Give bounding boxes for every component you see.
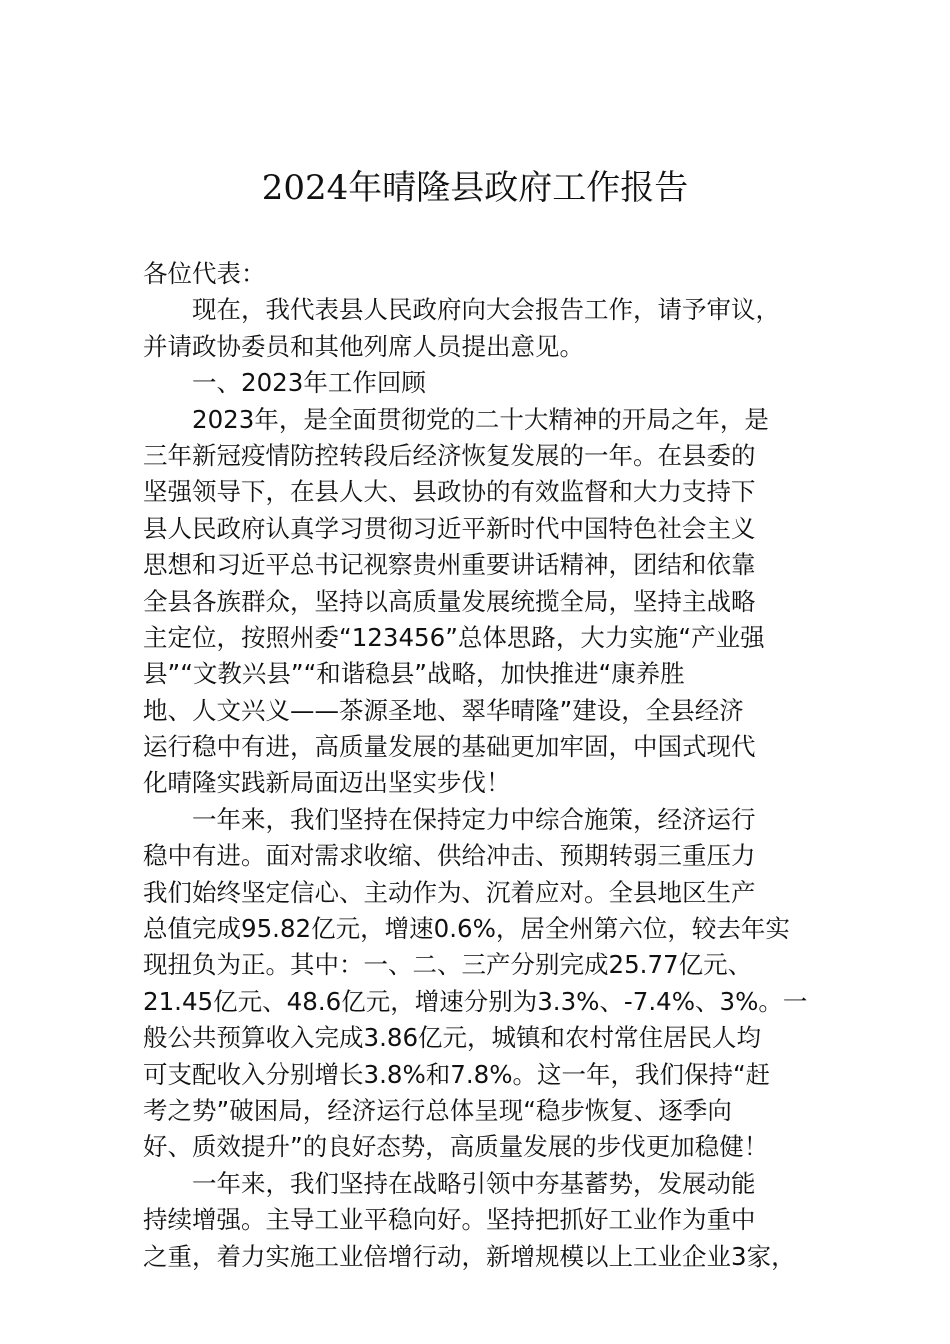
text-line: 之重，着力实施工业倍增行动，新增规模以上工业企业3家， [143, 1241, 796, 1271]
text-line: 各位代表： [143, 259, 266, 288]
text-line: 考之势”破困局，经济运行总体呈现“稳步恢复、逐季向 [143, 1095, 732, 1125]
text-line: 思想和习近平总书记视察贵州重要讲话精神，团结和依靠 [143, 550, 756, 580]
text-line: 21.45亿元、48.6亿元，增速分别为3.3%、-7.4%、3%。一 [143, 986, 808, 1016]
text-line: 一、2023年工作回顾 [192, 368, 426, 398]
text-line: 地、人文兴义——茶源圣地、翠华晴隆”建设，全县经济 [143, 695, 744, 725]
document-body [143, 256, 833, 1275]
text-line: 我们始终坚定信心、主动作为、沉着应对。全县地区生产 [143, 877, 756, 907]
document-title: 2024年晴隆县政府工作报告 [261, 168, 689, 208]
text-line: 运行稳中有进，高质量发展的基础更加牢固，中国式现代 [143, 732, 756, 762]
text-line: 坚强领导下，在县人大、县政协的有效监督和大力支持下 [143, 477, 756, 507]
text-line: 全县各族群众，坚持以高质量发展统揽全局，坚持主战略 [143, 586, 756, 616]
text-line: 总值完成95.82亿元，增速0.6%，居全州第六位，较去年实 [143, 914, 790, 944]
text-line: 现在，我代表县人民政府向大会报告工作，请予审议， [192, 295, 780, 325]
text-line: 2023年，是全面贯彻党的二十大精神的开局之年，是 [192, 404, 769, 434]
text-line: 并请政协委员和其他列席人员提出意见。 [143, 331, 584, 361]
text-line: 般公共预算收入完成3.86亿元，城镇和农村常住居民人均 [143, 1023, 762, 1053]
text-line: 县人民政府认真学习贯彻习近平新时代中国特色社会主义 [143, 513, 756, 543]
text-line: 稳中有进。面对需求收缩、供给冲击、预期转弱三重压力 [143, 841, 756, 871]
text-line: 一年来，我们坚持在保持定力中综合施策，经济运行 [192, 804, 756, 834]
text-line: 好、质效提升”的良好态势，高质量发展的步伐更加稳健！ [143, 1132, 769, 1162]
text-line: 现扭负为正。其中：一、二、三产分别完成25.77亿元、 [143, 950, 753, 980]
text-line: 一年来，我们坚持在战略引领中夯基蓄势，发展动能 [192, 1168, 756, 1198]
text-line: 化晴隆实践新局面迈出坚实步伐！ [143, 768, 511, 798]
text-line: 主定位，按照州委“123456”总体思路，大力实施“产业强 [143, 622, 765, 652]
text-line: 持续增强。主导工业平稳向好。坚持把抓好工业作为重中 [143, 1205, 756, 1235]
text-line: 三年新冠疫情防控转段后经济恢复发展的一年。在县委的 [143, 440, 756, 470]
text-line: 县”“文教兴县”“和谐稳县”战略，加快推进“康养胜 [143, 659, 685, 689]
text-line: 可支配收入分别增长3.8%和7.8%。这一年，我们保持“赶 [143, 1059, 771, 1089]
